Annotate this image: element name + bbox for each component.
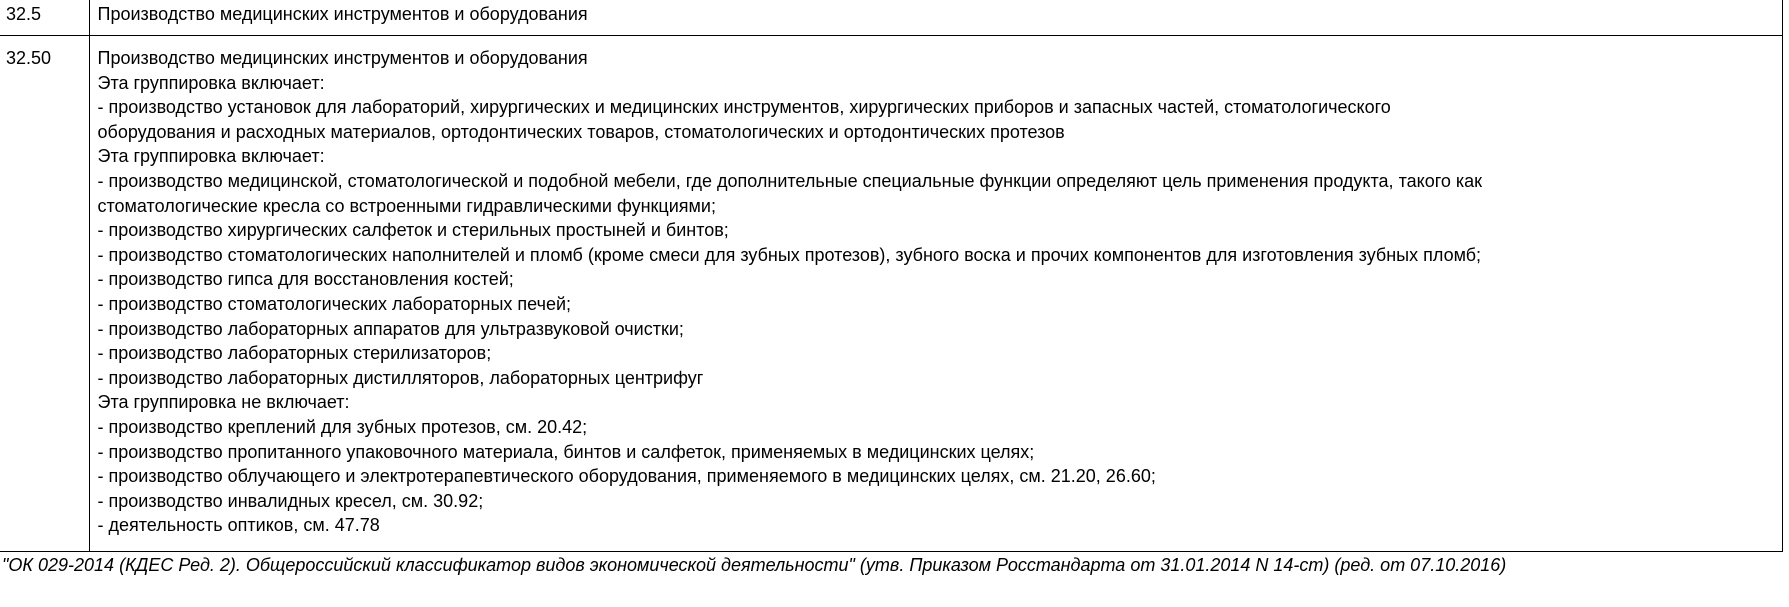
description-line: - производство установок для лабораторий, хирургических и медицинских инструментов, хирургических приборов и запасных частей, стоматологического <box>97 97 1391 118</box>
description-line: - производство пропитанного упаковочного материала, бинтов и салфеток, применяемых в медицинских целях; <box>97 441 1035 462</box>
class-title: Производство медицинских инструментов и оборудования <box>97 48 588 68</box>
description-line: - производство лабораторных стерилизаторов; <box>97 343 492 364</box>
class-code: 32.50 <box>0 36 89 552</box>
description-line: Производство медицинских инструментов и оборудования <box>97 4 588 24</box>
table-row-32-5 <box>0 0 1783 36</box>
description-line: - деятельность оптиков, см. 47.78 <box>97 515 380 536</box>
description-line: - производство лабораторных дистилляторов, лабораторных центрифуг <box>97 367 704 388</box>
description-line: - производство креплений для зубных протезов, см. 20.42; <box>97 416 588 437</box>
description-line: оборудования и расходных материалов, ортодонтических товаров, стоматологических и ортодонтических протезов <box>97 121 1065 142</box>
includes-heading: Эта группировка включает: <box>97 146 325 167</box>
excludes-heading: Эта группировка не включает: <box>97 392 350 413</box>
description-line: - производство гипса для восстановления костей; <box>97 269 514 290</box>
description-line: - производство лабораторных аппаратов для ультразвуковой очистки; <box>97 318 684 339</box>
source-citation: "ОК 029-2014 (КДЕС Ред. 2). Общероссийский классификатор видов экономической деятельности" (утв. Приказом Росстандарта от 31.01.2014 N 14-ст) (ред. от 07.10.2016) <box>2 555 1507 575</box>
table-row-32-50 <box>0 36 1783 552</box>
description-line: - производство инвалидных кресел, см. 30.92; <box>97 490 484 511</box>
includes-heading: Эта группировка включает: <box>97 72 325 93</box>
description-line: - производство медицинской, стоматологической и подобной мебели, где дополнительные специальные функции определяют цель применения продукта, такого как <box>97 170 1483 191</box>
class-description <box>89 0 1783 36</box>
description-line: - производство хирургических салфеток и стерильных простыней и бинтов; <box>97 220 729 241</box>
description-line: - производство стоматологических наполнителей и пломб (кроме смеси для зубных протезов), зубного воска и прочих компонентов для изготовления зубных пломб; <box>97 244 1482 265</box>
class-code: 32.5 <box>0 0 89 36</box>
description-line: - производство стоматологических лабораторных печей; <box>97 293 572 314</box>
class-description <box>89 36 1783 552</box>
description-line: стоматологические кресла со встроенными гидравлическими функциями; <box>97 195 716 216</box>
description-line: - производство облучающего и электротерапевтического оборудования, применяемого в медицинских целях, см. 21.20, 26.60; <box>97 466 1156 487</box>
